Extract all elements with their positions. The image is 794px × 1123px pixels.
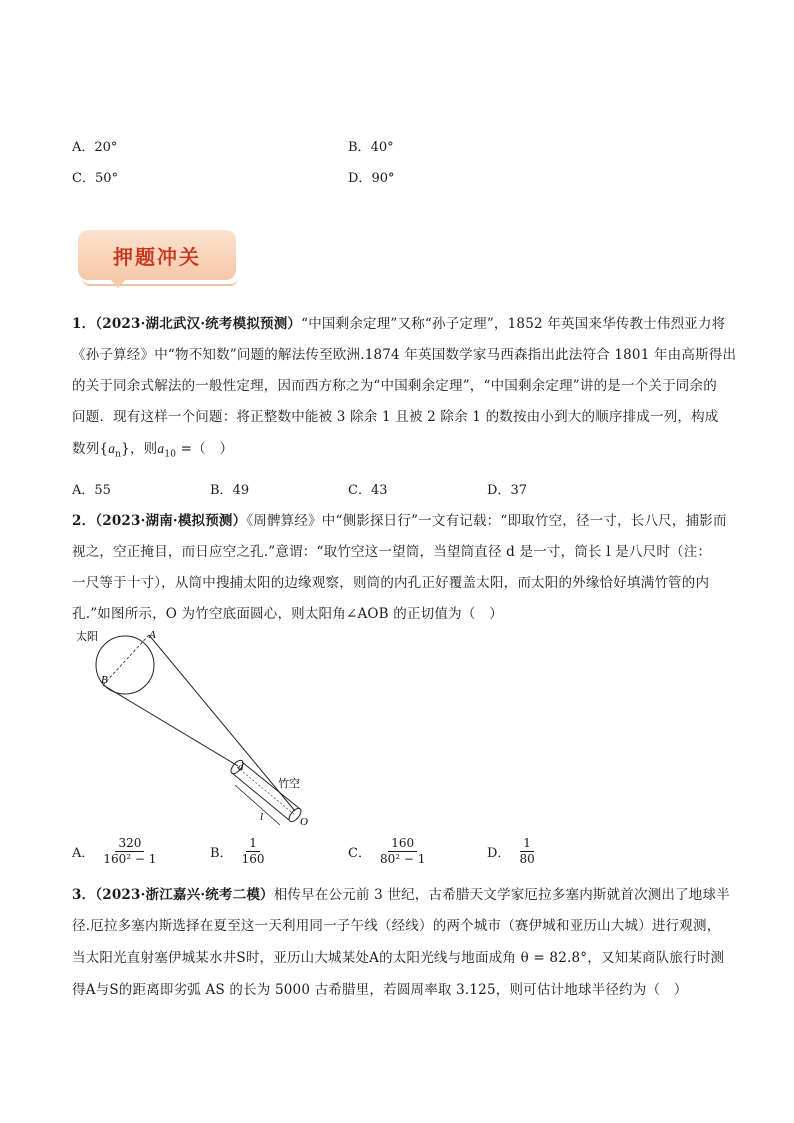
q2-option-a[interactable] (72, 836, 159, 867)
length-arrow (235, 785, 280, 825)
fraction-denominator: 80 (519, 852, 535, 866)
q3-line-2 (72, 914, 724, 934)
q1-text-5c: =（ ） (176, 441, 234, 457)
fraction (377, 836, 428, 867)
q3-text-3: 当太阳光直射塞伊城某水井S时，亚历山大城某处A的太阳光线与地面成角 θ = 82.8°，又知某商队旅行时测 (72, 950, 725, 966)
q1-text-2: 《孙子算经》中“物不知数”问题的解法传至欧洲.1874 年英国数学家马西森指出此法符合 1801 年由高斯得出 (72, 347, 737, 363)
q2-option-d[interactable] (487, 836, 538, 867)
q2-text-3: 一尺等于十寸），从筒中搜捕太阳的边缘观察，则筒的内孔正好覆盖太阳，而太阳的外缘恰好填满竹管的内 (72, 575, 710, 591)
option-text: 49 (232, 483, 250, 498)
fraction (100, 836, 159, 867)
q3-text-2: 径.厄拉多塞内斯选择在夏至这一天利用同一子午线（经线）的两个城市（赛伊城和亚历山大城）进行观测， (72, 918, 721, 934)
option-label: C． (348, 846, 371, 861)
option-label: B． (348, 140, 371, 155)
q1-var-a: a (108, 441, 116, 456)
option-label: C． (348, 483, 371, 498)
section-banner (78, 230, 236, 280)
q2-text-2: 视之，空正掩目，而日应空之孔.”意谓：“取竹空这一望筒，当望筒直径 d 是一寸，筒长 l 是八尺时（注： (72, 544, 712, 560)
option-label: D． (487, 483, 511, 498)
option-d-top[interactable] (348, 167, 394, 186)
banner-title: 押题冲关 (113, 244, 201, 269)
fraction-numerator: 1 (246, 836, 260, 852)
fraction-numerator: 160 (388, 836, 417, 852)
q1-line-4 (72, 405, 724, 425)
q1-line-2 (72, 343, 737, 363)
fraction (239, 836, 268, 867)
tube-label: 竹空 (278, 777, 300, 790)
point-a-label: A (149, 629, 156, 641)
option-label: A． (72, 140, 95, 155)
option-label: A． (72, 846, 95, 861)
q1-option-a[interactable] (72, 479, 111, 498)
q1-line-3 (72, 374, 724, 394)
option-c-top[interactable] (72, 167, 118, 186)
option-text: 20° (94, 140, 118, 155)
tube-inner (237, 767, 295, 815)
ray-a (149, 635, 295, 811)
option-b-top[interactable] (348, 136, 394, 155)
q2-source: （2023·湖南·模拟预测） (95, 513, 247, 529)
q3-line-3 (72, 946, 724, 966)
fraction-denominator: 80² − 1 (379, 852, 426, 866)
q3-number: 3． (72, 887, 96, 903)
q1-option-d[interactable] (487, 479, 527, 498)
q3-text-4: 得A与S的距离即劣弧 AS 的长为 5000 古希腊里，若圆周率取 3.125，则可估计地球半径约为（ ） (72, 982, 688, 998)
q2-text-4: 孔.”如图所示，O 为竹空底面圆心，则太阳角∠AOB 的正切值为（ ） (72, 606, 503, 622)
q1-line-5 (72, 437, 724, 460)
q3-source: （2023·浙江嘉兴·统考二模） (95, 887, 274, 903)
l-label: l (260, 811, 264, 823)
d-label: d (238, 761, 244, 773)
option-label: D． (348, 171, 372, 186)
q2-option-c[interactable] (348, 836, 428, 867)
fraction-denominator: 160² − 1 (103, 852, 157, 866)
q1-number: 1． (72, 316, 96, 332)
option-text: 40° (370, 140, 394, 155)
q1-option-c[interactable] (348, 479, 388, 498)
fraction (516, 836, 537, 867)
q2-option-b[interactable] (210, 836, 267, 867)
q1-text-5a: 数列{ (72, 441, 109, 457)
option-label: A． (72, 483, 95, 498)
o-label: O (300, 816, 308, 828)
q2-line-1 (72, 509, 727, 529)
banner-tail (110, 279, 126, 288)
q1-var-a10: a (157, 441, 165, 456)
q1-option-b[interactable] (210, 479, 249, 498)
q1-text-3: 的关于同余式解法的一般性定理，因而西方称之为“中国剩余定理”，“中国剩余定理”讲的是一个关于同余的 (72, 378, 717, 394)
option-label: C． (72, 171, 95, 186)
sun-label: 太阳 (76, 630, 98, 643)
q1-text-4: 问题．现有这样一个问题：将正整数中能被 3 除余 1 且被 2 除余 1 的数按由小到大的顺序排成一列，构成 (72, 409, 719, 425)
option-text: 90° (371, 171, 395, 186)
q2-line-4 (72, 602, 724, 622)
option-text: 43 (370, 483, 388, 498)
q3-text-1: 相传早在公元前 3 世纪，古希腊天文学家厄拉多塞内斯就首次测出了地球半 (273, 887, 730, 903)
option-label: B． (210, 846, 233, 861)
q1-source: （2023·湖北武汉·统考模拟预测） (95, 316, 302, 332)
q3-line-4 (72, 978, 724, 998)
option-text: 37 (510, 483, 527, 498)
option-text: 50° (94, 171, 118, 186)
q1-text-1: “中国剩余定理”又称“孙子定理”，1852 年英国来华传教士伟烈亚力将 (301, 316, 726, 332)
q1-sub-n: n (115, 449, 122, 460)
fraction-denominator: 160 (241, 852, 265, 866)
fraction-numerator: 320 (115, 836, 144, 852)
option-label: D． (487, 846, 511, 861)
q2-line-3 (72, 571, 724, 591)
sun-diameter (103, 635, 149, 685)
q2-text-1: 《周髀算经》中“侧影探日行”一文有记载：“即取竹空，径一寸，长八尺，捕影而 (246, 513, 727, 529)
point-b-label: B (101, 674, 108, 686)
fraction-numerator: 1 (520, 836, 534, 852)
q1-text-5b: }，则 (121, 441, 158, 457)
q2-figure (70, 625, 330, 835)
q1-sub-10: 10 (164, 449, 177, 460)
q2-line-2 (72, 540, 724, 560)
q3-line-1 (72, 883, 730, 903)
q2-number: 2． (72, 513, 96, 529)
option-text: 55 (94, 483, 111, 498)
q1-line-1 (72, 312, 724, 332)
option-label: B． (210, 483, 233, 498)
ray-b (103, 685, 238, 766)
option-a-top[interactable] (72, 136, 117, 155)
